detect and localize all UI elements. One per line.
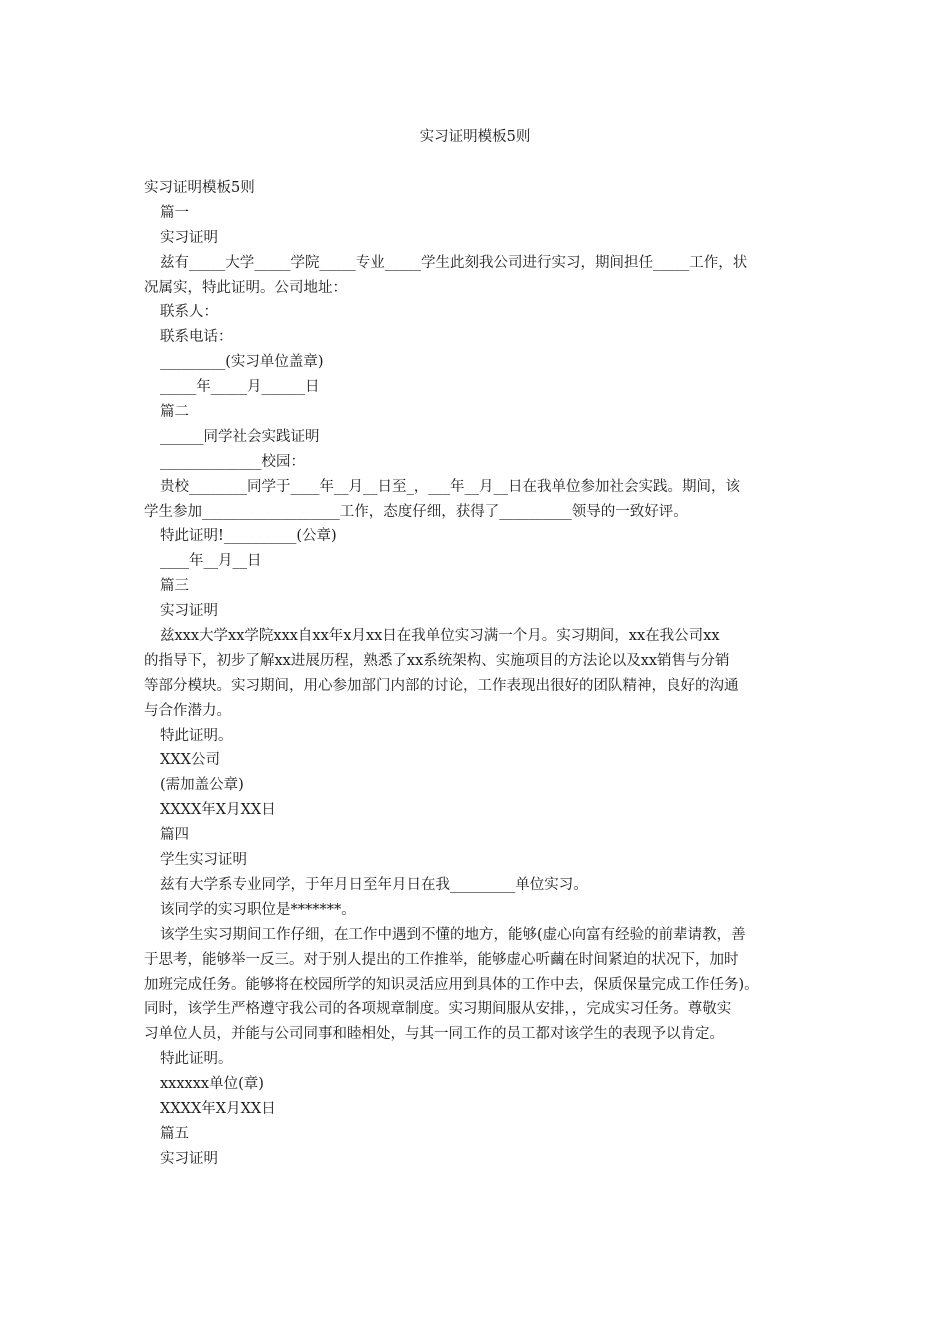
body-line: 兹有大学系专业同学，于年月日至年月日在我_________单位实习。 (160, 876, 588, 893)
body-line: 该同学的实习职位是*******。 (160, 901, 356, 918)
body-line: XXX公司 (160, 752, 220, 769)
body-line: 与合作潜力。 (144, 702, 231, 719)
body-line: 于思考，能够举一反三。对于别人提出的工作推举，能够虚心听繭在时间紧迫的状况下，加时 (144, 951, 739, 968)
body-line: XXXX年X月XX日 (160, 1100, 276, 1117)
body-line: ______同学社会实践证明 (160, 428, 320, 445)
body-line: 篇一 (160, 204, 189, 221)
body-line: 实习证明模板5则 (144, 180, 255, 196)
body-line: 篇三 (160, 578, 189, 595)
body-line: 特此证明。 (160, 727, 233, 744)
body-line: 特此证明。 (160, 1051, 233, 1068)
body-line: 实习证明 (160, 1150, 218, 1167)
body-line: 篇二 (160, 404, 189, 421)
body-line: ____年__月__日 (160, 553, 262, 570)
body-line: _________(实习单位盖章) (160, 354, 324, 371)
body-line: 篇五 (160, 1125, 189, 1142)
body-line: 同时，该学生严格遵守我公司的各项规章制度。实习期间服从安排，，完成实习任务。尊敬实 (144, 1001, 732, 1018)
body-line: XXXX年X月XX日 (160, 802, 276, 819)
body-line: xxxxxx单位(章) (160, 1076, 264, 1093)
body-line: 等部分模块。实习期间，用心参加部门内部的讨论，工作表现出很好的团队精神，良好的沟通 (144, 677, 739, 694)
document-body (144, 176, 812, 1172)
body-line: 该学生实习期间工作仔细，在工作中遇到不懂的地方，能够(虚心向富有经验的前辈请教，善 (160, 926, 746, 943)
body-line: 加班完成任务。能够将在校园所学的知识灵活应用到具体的工作中去，保质保量完成工作任务)。 (144, 976, 759, 993)
document-title: 实习证明模板5则 (419, 129, 531, 145)
body-line: (需加盖公章) (160, 777, 244, 794)
body-line: 的指导下，初步了解xx进展历程，熟悉了xx系统架构、实施项目的方法论以及xx销售与分销 (144, 652, 730, 669)
body-line: 贵校________同学于____年__月__日至_，___年__月__日在我单位参加社会实践。期间，该 (160, 478, 740, 495)
body-line: 兹有_____大学_____学院_____专业_____学生此刻我公司进行实习，期间担任_____工作，状 (160, 254, 748, 271)
body-line: 习单位人员，并能与公司同事和睦相处，与其一同工作的员工都对该学生的表现予以肯定。 (144, 1026, 724, 1043)
body-line: 实习证明 (160, 603, 218, 620)
body-line: 篇四 (160, 827, 189, 844)
body-line: 联系电话： (160, 329, 233, 346)
body-line: 学生参加___________________工作，态度仔细，获得了__________领导的一致好评。 (144, 503, 688, 520)
body-line: 兹xxx大学xx学院xxx自xx年x月xx日在我单位实习满一个月。实习期间，xx在我公司xx (160, 628, 720, 645)
body-line: _____年_____月______日 (160, 379, 320, 396)
body-line: 特此证明!__________(公章) (160, 528, 337, 545)
body-line: 联系人： (160, 304, 218, 321)
body-line: ______________校园： (160, 453, 305, 470)
body-line: 况属实，特此证明。公司地址： (144, 279, 347, 296)
body-line: 学生实习证明 (160, 852, 247, 869)
body-line: 实习证明 (160, 229, 218, 246)
